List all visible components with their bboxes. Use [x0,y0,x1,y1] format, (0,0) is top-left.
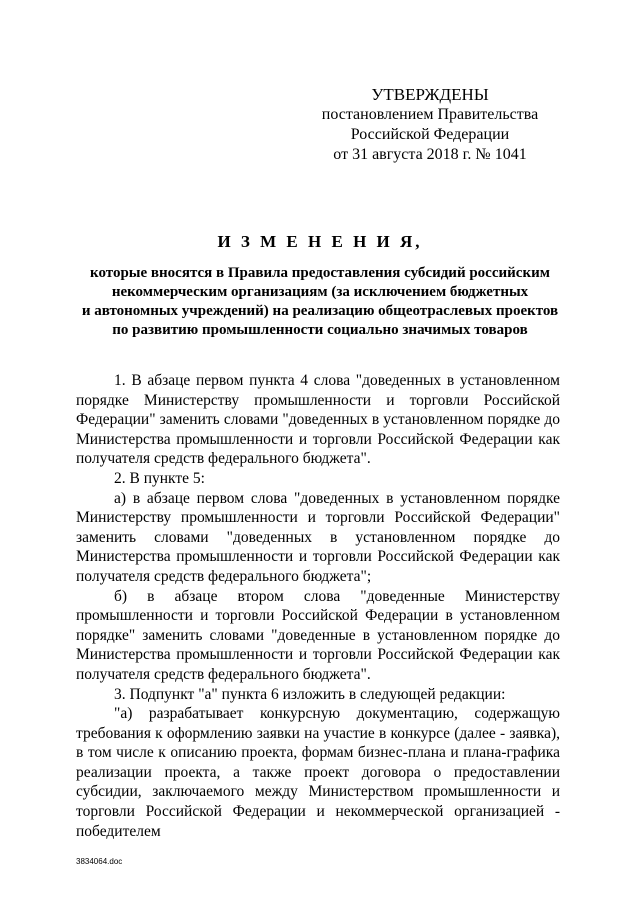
approval-title: УТВЕРЖДЕНЫ [371,85,489,104]
subtitle-line: некоммерческим организациям (за исключением бюджетных [111,284,529,300]
approval-line-1: постановлением Правительства [321,106,539,123]
document-heading [40,232,600,340]
paragraph-2: 2. В пункте 5: [114,469,205,487]
paragraph-3: а) в абзаце первом слова "доведенных в установленном порядке Министерству промышленности и торговли Российской Федерации" заменить словами "доведенных в установленном порядке до Министерства промышленности и торговли Российской Федерации как получателя средств федерального бюджета"; [76,489,560,585]
paragraph-5: 3. Подпункт "а" пункта 6 изложить в следующей редакции: [114,685,506,703]
document-title: И З М Е Н Е Н И Я, [217,232,423,251]
approval-line-3: от 31 августа 2018 г. № 1041 [333,146,527,163]
subtitle-line: по развитию промышленности социально значимых товаров [112,322,528,338]
document-body [76,371,560,841]
paragraph-6: "а) разрабатывает конкурсную документацию, содержащую требования к оформлению заявки на участие в конкурсе (далее - заявка), в том числе к описанию проекта, формам бизнес-плана и плана-графика реализации проекта, а также проект договора о предоставлении субсидии, заключаемого между Министерством промышленности и торговли Российской Федерации и некоммерческой организацией - победителем [76,705,560,840]
approval-stamp [300,85,560,165]
approval-line-2: Российской Федерации [350,126,510,143]
paragraph-1: 1. В абзаце первом пункта 4 слова "доведенных в установленном порядке Министерству промышленности и торговли Российской Федерации" заменить словами "доведенных в установленном порядке до Министерства промышленности и торговли Российской Федерации как получателя средств федерального бюджета". [76,372,560,468]
subtitle-line: и автономных учреждений) на реализацию общеотраслевых проектов [81,303,559,319]
paragraph-4: б) в абзаце втором слова "доведенные Министерству промышленности и торговли Российской Федерации в установленном порядке" заменить словами "доведенные в установленном порядке до Министерства промышленности и торговли Российской Федерации как получателя средств федерального бюджета". [76,587,560,683]
document-subtitle [40,264,600,340]
subtitle-line: которые вносятся в Правила предоставления субсидий российским [90,265,550,281]
document-code: 3834064.doc [76,857,123,866]
